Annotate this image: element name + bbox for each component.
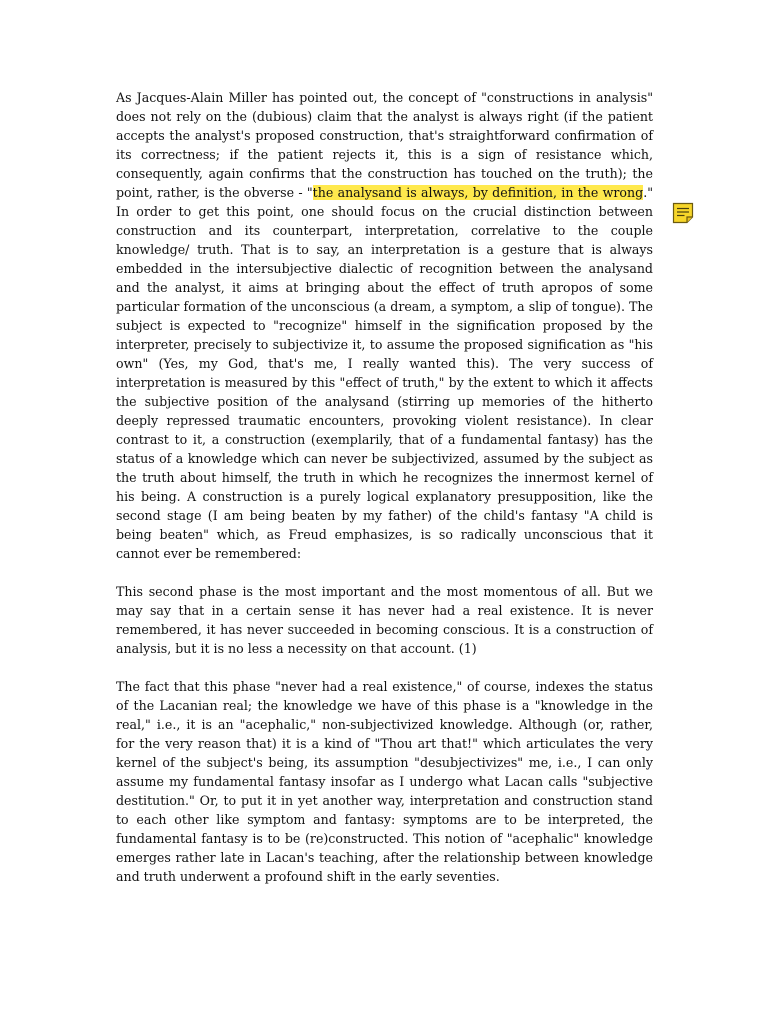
paragraph-1: [116, 88, 653, 563]
highlighted-text[interactable]: the analysand is always, by definition, in the wrong: [312, 185, 644, 200]
paragraph-1-text-after: ." In order to get this point, one should focus on the crucial distinction between construction and its counterpart, interpretation, correlative to the couple knowledge/ truth. That is to say, an interpretation is a gesture that is always embedded in the intersubjective dialectic of recognition between the analysand and the analyst, it aims at bringing about the effect of truth apropos of some particular formation of the unconscious (a dream, a symptom, a slip of tongue). The subject is expected to "recognize" himself in the signification proposed by the interpreter, precisely to subjectivize it, to assume the proposed signification as "his own" (Yes, my God, that's me, I really wanted this). The very success of interpretation is measured by this "effect of truth," by the extent to which it affects the subjective position of the analysand (stirring up memories of the hitherto deeply repressed traumatic encounters, provoking violent resistance). In clear contrast to it, a construction (exemplarily, that of a fundamental fantasy) has the status of a knowledge which can never be subjectivized, assumed by the subject as the truth about himself, the truth in which he recognizes the innermost kernel of his being. A construction is a purely logical explanatory presupposition, like the second stage (I am being beaten by my father) of the child's fantasy "A child is being beaten" which, as Freud emphasizes, is so radically unconscious that it cannot ever be remembered:: [116, 185, 653, 561]
document-body: [116, 88, 653, 905]
paragraph-3: The fact that this phase "never had a real existence," of course, indexes the status of the Lacanian real; the knowledge we have of this phase is a "knowledge in the real," i.e., it is an "acephalic," non-subjectivized knowledge. Although (or, rather, for the very reason that) it is a kind of "Thou art that!" which articulates the very kernel of the subject's being, its assumption "desubjectivizes" me, i.e., I can only assume my fundamental fantasy insofar as I undergo what Lacan calls "subjective destitution." Or, to put it in yet another way, interpretation and construction stand to each other like symptom and fantasy: symptoms are to be interpreted, the fundamental fantasy is to be (re)constructed. This notion of "acephalic" knowledge emerges rather late in Lacan's teaching, after the relationship between knowledge and truth underwent a profound shift in the early seventies.: [116, 679, 653, 884]
sticky-note-icon[interactable]: [672, 202, 694, 224]
paragraph-1-text-before: As Jacques-Alain Miller has pointed out, the concept of "constructions in analysis" does not rely on the (dubious) claim that the analyst is always right (if the patient accepts the analyst's proposed construction, that's straightforward confirmation of its correctness; if the patient rejects it, this is a sign of resistance which, consequently, again confirms that the construction has touched on the truth); the point, rather, is the obverse - ": [116, 90, 653, 200]
paragraph-2-quote: This second phase is the most important and the most momentous of all. But we may say that in a certain sense it has never had a real existence. It is never remembered, it has never succeeded in becoming conscious. It is a construction of analysis, but it is no less a necessity on that account. (1): [116, 584, 653, 656]
